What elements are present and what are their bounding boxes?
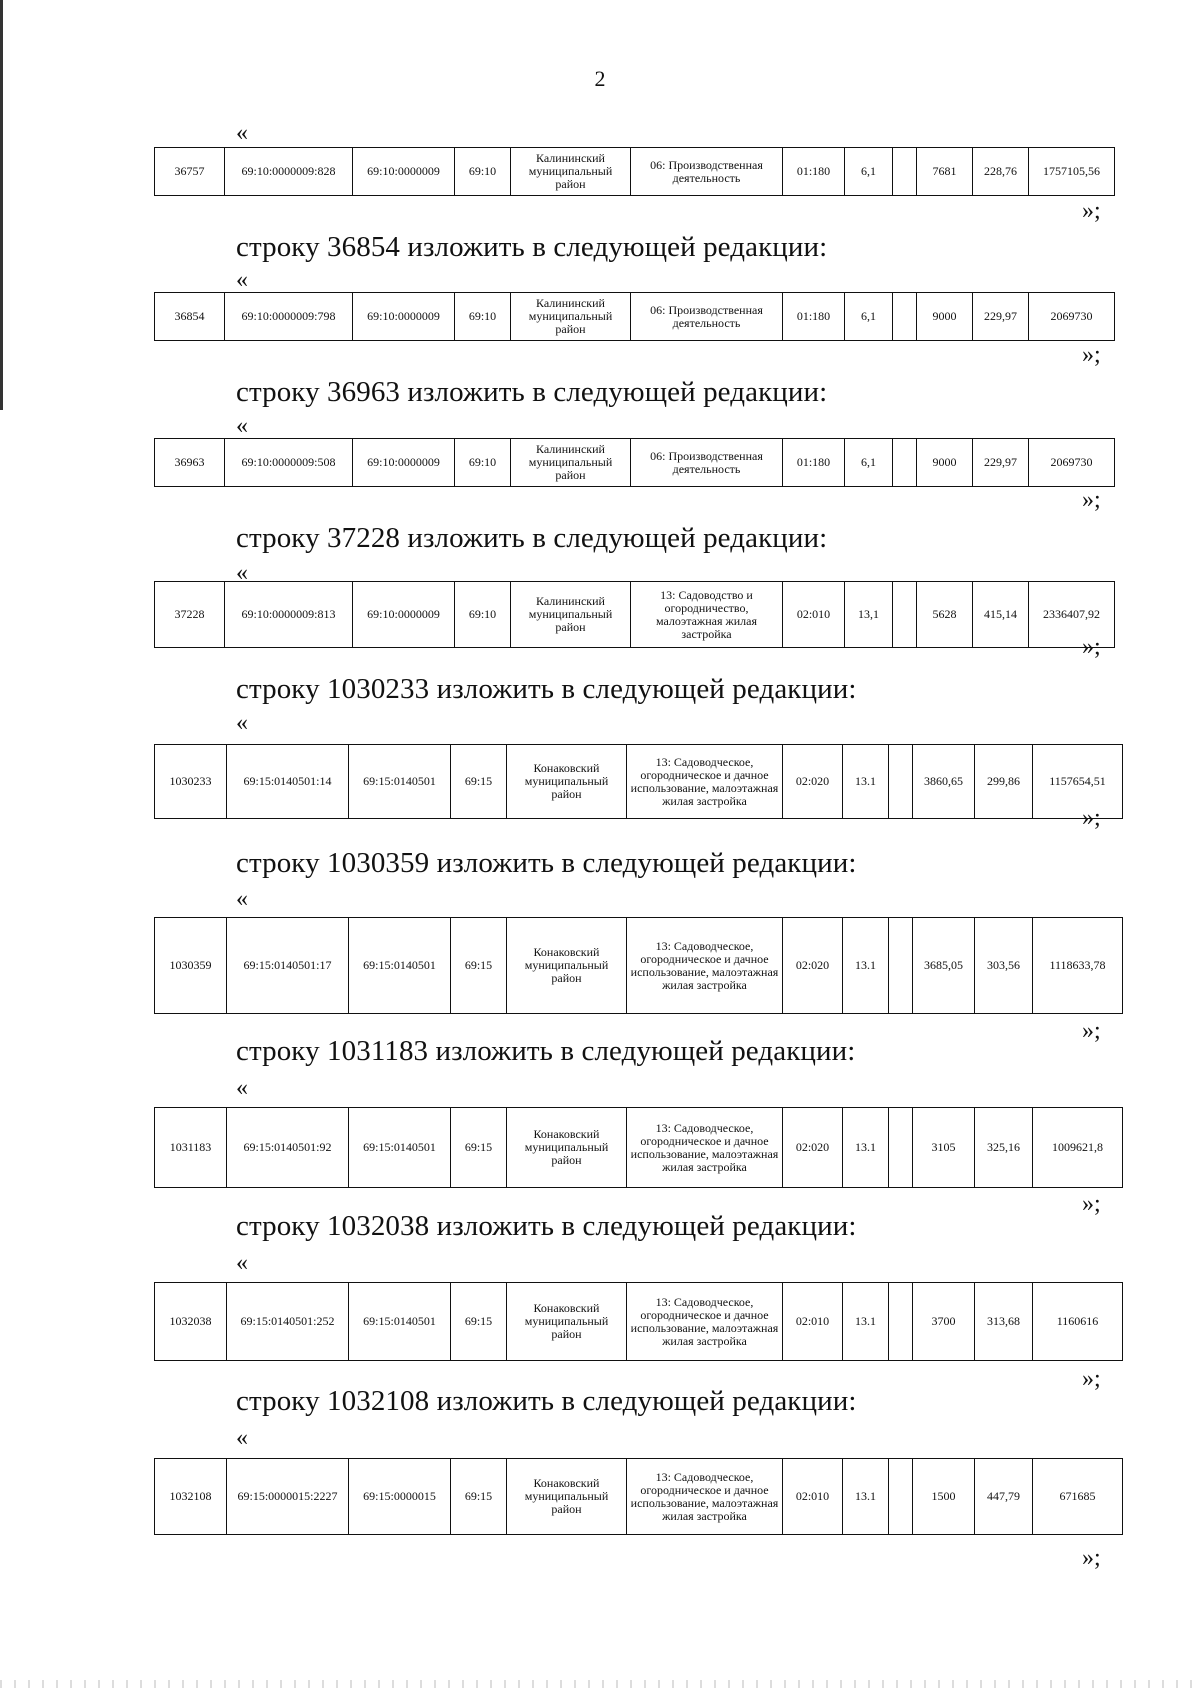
cell-subgroup: 13,1	[845, 582, 893, 648]
cell-usage-type: 13: Садоводство и огородничество, малоэтажная жилая застройка	[631, 582, 783, 648]
table-row	[155, 582, 1115, 648]
section-heading: строку 36963 изложить в следующей редакции:	[236, 376, 828, 408]
cell-specific-value: 229,97	[973, 293, 1029, 341]
cell-row-number: 1032108	[155, 1459, 227, 1535]
cell-municipality: Конаковский муниципальный район	[507, 1459, 627, 1535]
cell-subgroup: 13.1	[843, 745, 889, 819]
register-row-table	[154, 292, 1115, 341]
table-row	[155, 1459, 1123, 1535]
closing-quote: »;	[1082, 198, 1101, 224]
cell-cadastral-quarter: 69:15:0140501	[349, 1283, 451, 1361]
cell-group-code: 02:020	[783, 745, 843, 819]
cell-usage-type: 13: Садоводческое, огородническое и дачное использование, малоэтажная жилая застройка	[627, 918, 783, 1014]
cell-cadastral-quarter: 69:10:0000009	[353, 293, 455, 341]
cell-district-code: 69:15	[451, 918, 507, 1014]
cell-row-number: 1030359	[155, 918, 227, 1014]
cell-area: 9000	[917, 439, 973, 487]
cell-cadastral-number: 69:15:0140501:252	[227, 1283, 349, 1361]
cell-specific-value: 228,76	[973, 148, 1029, 196]
cell-empty-cell	[893, 439, 917, 487]
register-row-table	[154, 581, 1115, 648]
cell-municipality: Конаковский муниципальный район	[507, 918, 627, 1014]
cell-specific-value: 325,16	[975, 1108, 1033, 1188]
cell-row-number: 36854	[155, 293, 225, 341]
closing-quote: »;	[1082, 1366, 1101, 1392]
cell-specific-value: 299,86	[975, 745, 1033, 819]
cell-group-code: 01:180	[783, 439, 845, 487]
cell-municipality: Калининский муниципальный район	[511, 148, 631, 196]
cell-area: 3105	[913, 1108, 975, 1188]
cell-cadastral-value: 1757105,56	[1029, 148, 1115, 196]
section-heading: строку 1032038 изложить в следующей редакции:	[236, 1210, 857, 1242]
section-heading: строку 37228 изложить в следующей редакции:	[236, 522, 828, 554]
cell-group-code: 01:180	[783, 148, 845, 196]
closing-quote: »;	[1082, 805, 1101, 831]
opening-quote: «	[236, 267, 248, 293]
cell-cadastral-value: 1118633,78	[1033, 918, 1123, 1014]
cell-subgroup: 6,1	[845, 293, 893, 341]
cell-group-code: 02:020	[783, 1108, 843, 1188]
cell-district-code: 69:10	[455, 293, 511, 341]
opening-quote: «	[236, 1250, 248, 1276]
cell-district-code: 69:15	[451, 1283, 507, 1361]
cell-district-code: 69:10	[455, 148, 511, 196]
cell-cadastral-number: 69:10:0000009:798	[225, 293, 353, 341]
cell-row-number: 37228	[155, 582, 225, 648]
register-row-table	[154, 147, 1115, 196]
cell-cadastral-number: 69:15:0140501:92	[227, 1108, 349, 1188]
cell-district-code: 69:15	[451, 745, 507, 819]
cell-area: 3860,65	[913, 745, 975, 819]
opening-quote: «	[236, 560, 248, 586]
cell-subgroup: 13.1	[843, 918, 889, 1014]
cell-cadastral-quarter: 69:10:0000009	[353, 148, 455, 196]
cell-cadastral-value: 2069730	[1029, 293, 1115, 341]
cell-area: 1500	[913, 1459, 975, 1535]
closing-quote: »;	[1082, 1545, 1101, 1571]
cell-area: 3700	[913, 1283, 975, 1361]
cell-district-code: 69:15	[451, 1459, 507, 1535]
closing-quote: »;	[1082, 634, 1101, 660]
cell-area: 7681	[917, 148, 973, 196]
cell-area: 5628	[917, 582, 973, 648]
cell-cadastral-value: 671685	[1033, 1459, 1123, 1535]
register-row-table	[154, 1282, 1123, 1361]
cell-district-code: 69:10	[455, 439, 511, 487]
opening-quote: «	[236, 1075, 248, 1101]
cell-row-number: 36963	[155, 439, 225, 487]
cell-row-number: 1031183	[155, 1108, 227, 1188]
cell-empty-cell	[889, 1283, 913, 1361]
cell-cadastral-number: 69:15:0140501:17	[227, 918, 349, 1014]
scan-edge-line	[0, 0, 3, 410]
cell-area: 9000	[917, 293, 973, 341]
cell-cadastral-number: 69:10:0000009:813	[225, 582, 353, 648]
cell-cadastral-number: 69:10:0000009:508	[225, 439, 353, 487]
closing-quote: »;	[1082, 487, 1101, 513]
cell-cadastral-value: 2069730	[1029, 439, 1115, 487]
cell-cadastral-value: 1160616	[1033, 1283, 1123, 1361]
cell-empty-cell	[889, 745, 913, 819]
register-row-table	[154, 1458, 1123, 1535]
table-row	[155, 293, 1115, 341]
closing-quote: »;	[1082, 1191, 1101, 1217]
cell-group-code: 02:020	[783, 918, 843, 1014]
table-row	[155, 918, 1123, 1014]
closing-quote: »;	[1082, 1018, 1101, 1044]
cell-group-code: 02:010	[783, 1459, 843, 1535]
cell-usage-type: 13: Садоводческое, огородническое и дачное использование, малоэтажная жилая застройка	[627, 745, 783, 819]
register-row-table	[154, 744, 1123, 819]
cell-municipality: Калининский муниципальный район	[511, 293, 631, 341]
cell-cadastral-number: 69:10:0000009:828	[225, 148, 353, 196]
cell-cadastral-value: 1157654,51	[1033, 745, 1123, 819]
cell-group-code: 02:010	[783, 582, 845, 648]
opening-quote: «	[236, 1425, 248, 1451]
cell-empty-cell	[893, 582, 917, 648]
cell-cadastral-quarter: 69:15:0140501	[349, 918, 451, 1014]
table-row	[155, 439, 1115, 487]
cell-area: 3685,05	[913, 918, 975, 1014]
cell-group-code: 02:010	[783, 1283, 843, 1361]
cell-usage-type: 13: Садоводческое, огородническое и дачное использование, малоэтажная жилая застройка	[627, 1108, 783, 1188]
cell-empty-cell	[889, 1108, 913, 1188]
cell-usage-type: 13: Садоводческое, огородническое и дачное использование, малоэтажная жилая застройка	[627, 1283, 783, 1361]
table-row	[155, 1283, 1123, 1361]
opening-quote: «	[236, 120, 248, 146]
cell-cadastral-number: 69:15:0140501:14	[227, 745, 349, 819]
cell-cadastral-value: 2336407,92	[1029, 582, 1115, 648]
register-row-table	[154, 438, 1115, 487]
scan-noise	[0, 1680, 1200, 1688]
cell-row-number: 1030233	[155, 745, 227, 819]
cell-empty-cell	[893, 293, 917, 341]
cell-empty-cell	[889, 1459, 913, 1535]
cell-municipality: Конаковский муниципальный район	[507, 1283, 627, 1361]
cell-empty-cell	[893, 148, 917, 196]
cell-cadastral-quarter: 69:10:0000009	[353, 439, 455, 487]
page-number: 2	[594, 66, 606, 91]
cell-specific-value: 229,97	[973, 439, 1029, 487]
cell-group-code: 01:180	[783, 293, 845, 341]
section-heading: строку 1030359 изложить в следующей редакции:	[236, 847, 857, 879]
section-heading: строку 1031183 изложить в следующей редакции:	[236, 1035, 856, 1067]
register-row-table	[154, 1107, 1123, 1188]
register-row-table	[154, 917, 1123, 1014]
cell-subgroup: 13.1	[843, 1459, 889, 1535]
cell-usage-type: 06: Производственная деятельность	[631, 148, 783, 196]
cell-specific-value: 415,14	[973, 582, 1029, 648]
cell-municipality: Конаковский муниципальный район	[507, 745, 627, 819]
opening-quote: «	[236, 886, 248, 912]
cell-subgroup: 6,1	[845, 148, 893, 196]
cell-subgroup: 6,1	[845, 439, 893, 487]
cell-usage-type: 13: Садоводческое, огородническое и дачное использование, малоэтажная жилая застройка	[627, 1459, 783, 1535]
cell-municipality: Калининский муниципальный район	[511, 582, 631, 648]
cell-cadastral-quarter: 69:15:0140501	[349, 745, 451, 819]
table-row	[155, 1108, 1123, 1188]
table-row	[155, 148, 1115, 196]
cell-municipality: Калининский муниципальный район	[511, 439, 631, 487]
cell-specific-value: 447,79	[975, 1459, 1033, 1535]
cell-district-code: 69:15	[451, 1108, 507, 1188]
cell-specific-value: 303,56	[975, 918, 1033, 1014]
cell-subgroup: 13.1	[843, 1108, 889, 1188]
cell-usage-type: 06: Производственная деятельность	[631, 439, 783, 487]
cell-municipality: Конаковский муниципальный район	[507, 1108, 627, 1188]
table-row	[155, 745, 1123, 819]
cell-cadastral-number: 69:15:0000015:2227	[227, 1459, 349, 1535]
opening-quote: «	[236, 710, 248, 736]
section-heading: строку 1030233 изложить в следующей редакции:	[236, 673, 857, 705]
cell-specific-value: 313,68	[975, 1283, 1033, 1361]
opening-quote: «	[236, 413, 248, 439]
cell-cadastral-quarter: 69:15:0000015	[349, 1459, 451, 1535]
cell-row-number: 36757	[155, 148, 225, 196]
cell-subgroup: 13.1	[843, 1283, 889, 1361]
closing-quote: »;	[1082, 342, 1101, 368]
section-heading: строку 36854 изложить в следующей редакции:	[236, 231, 828, 263]
cell-district-code: 69:10	[455, 582, 511, 648]
cell-cadastral-value: 1009621,8	[1033, 1108, 1123, 1188]
cell-usage-type: 06: Производственная деятельность	[631, 293, 783, 341]
cell-row-number: 1032038	[155, 1283, 227, 1361]
section-heading: строку 1032108 изложить в следующей редакции:	[236, 1385, 857, 1417]
cell-cadastral-quarter: 69:15:0140501	[349, 1108, 451, 1188]
cell-empty-cell	[889, 918, 913, 1014]
cell-cadastral-quarter: 69:10:0000009	[353, 582, 455, 648]
